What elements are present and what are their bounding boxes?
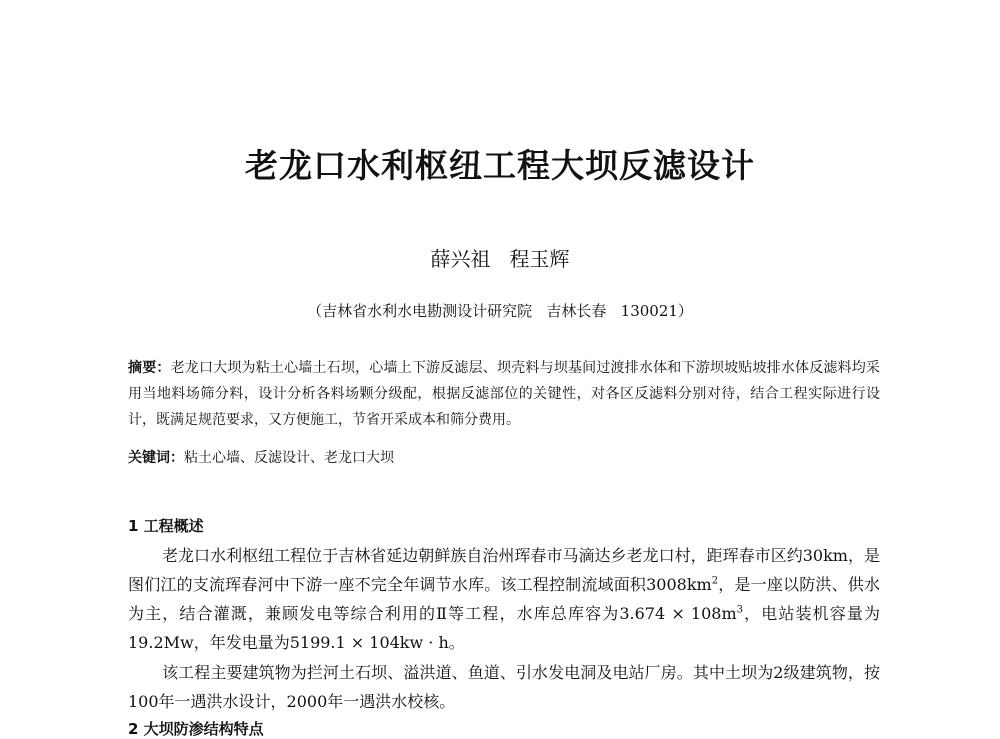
paragraph-1-text-c: ，电站装机容量为19.2Mw，年发电量为5199.1 × 104kw · h。 [128, 604, 880, 652]
paragraph-1-text-b: ，是一座以防洪、供水为主，结合灌溉，兼顾发电等综合利用的Ⅱ等工程，水库总库容为3.674 × 108m [128, 575, 880, 623]
section-1-heading: 1 工程概述 [128, 517, 204, 535]
superscript-3: 3 [736, 604, 744, 616]
keywords [128, 445, 880, 471]
abstract-label: 摘要： [128, 360, 171, 376]
abstract [128, 355, 880, 433]
section-1-paragraph-2 [128, 658, 880, 716]
keywords-text: 粘土心墙、反滤设计、老龙口大坝 [184, 450, 394, 466]
paper-title: 老龙口水利枢纽工程大坝反滤设计 [245, 146, 755, 185]
superscript-2: 2 [711, 575, 719, 587]
section-1-paragraph-1 [128, 541, 880, 657]
abstract-text: 老龙口大坝为粘土心墙土石坝，心墙上下游反滤层、坝壳料与坝基间过渡排水体和下游坝坡贴坡排水体反滤料均采用当地料场筛分料，设计分析各料场颗分级配，根据反滤部位的关键性，对各区反滤料分别对待，结合工程实际进行设计，既满足规范要求，又方便施工，节省开采成本和筛分费用。 [128, 360, 880, 428]
section-2-heading: 2 大坝防渗结构特点 [128, 720, 264, 738]
affiliation: （吉林省水利水电勘测设计研究院 吉林长春 130021） [307, 302, 693, 320]
keywords-label: 关键词： [128, 450, 184, 466]
authors: 薛兴祖 程玉辉 [430, 247, 570, 271]
paragraph-2-text: 该工程主要建筑物为拦河土石坝、溢洪道、鱼道、引水发电洞及电站厂房。其中土坝为2级建筑物，按100年一遇洪水设计，2000年一遇洪水校核。 [128, 663, 880, 711]
paragraph-1-text-a: 老龙口水利枢纽工程位于吉林省延边朝鲜族自治州珲春市马滴达乡老龙口村，距珲春市区约30km，是图们江的支流珲春河中下游一座不完全年调节水库。该工程控制流域面积3008km [128, 546, 880, 594]
